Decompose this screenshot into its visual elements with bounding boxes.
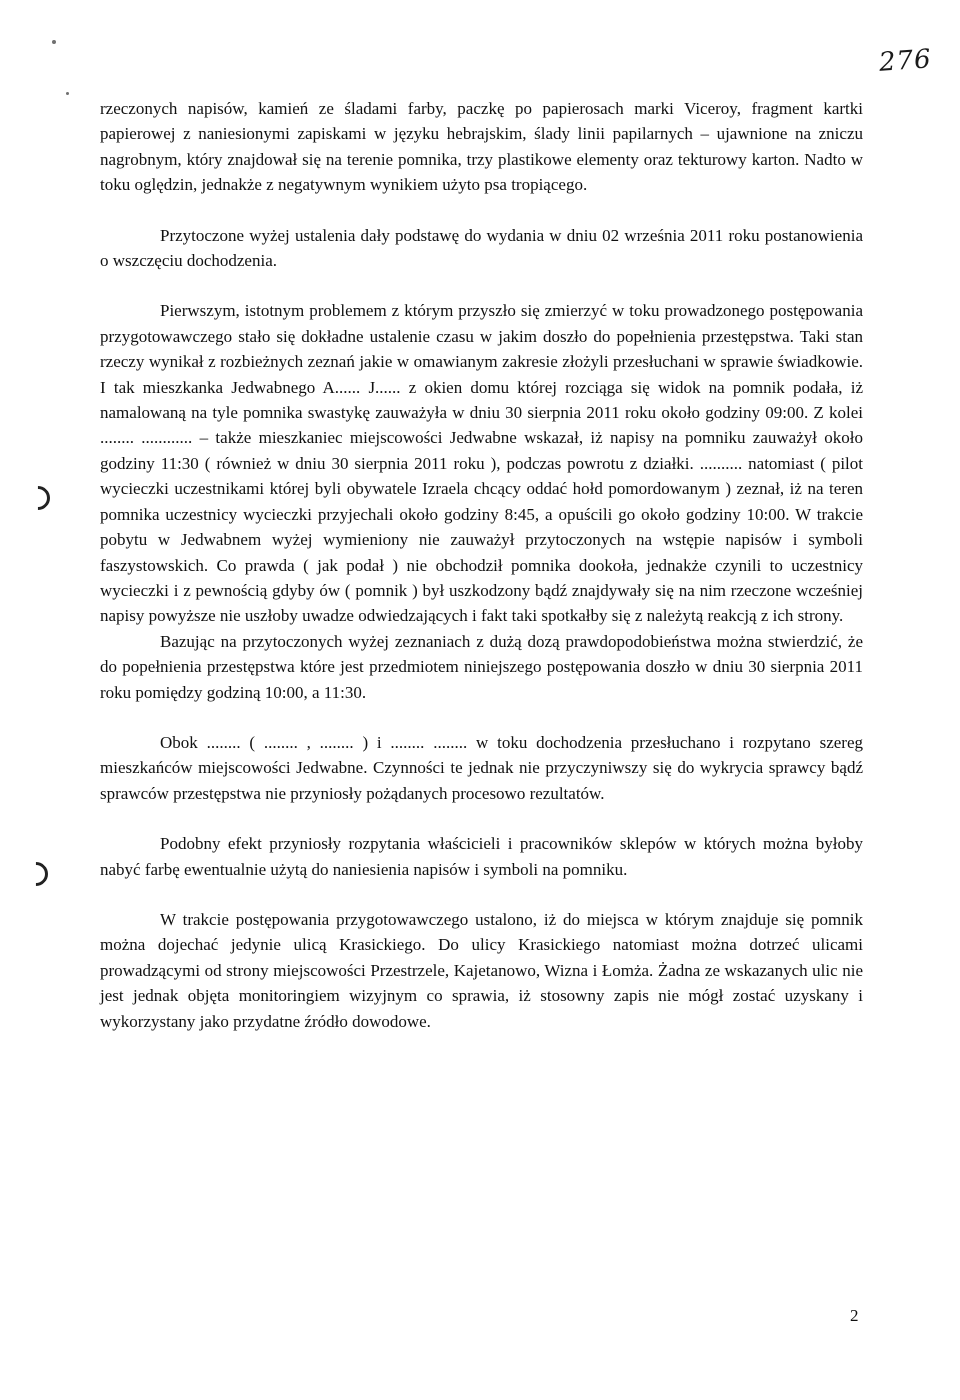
paragraph-time-problem: Pierwszym, istotnym problemem z którym przyszło się zmierzyć w toku prowadzonego postępowania przygotowawczego stało się dokładne ustalenie czasu w jakim doszło do popełnienia przestępstwa. Taki stan rzeczy wynikał z rozbieżnych zeznań jakie w omawianym zakresie złożyli przesłuchani w sprawie świadkowie. I tak mieszkanka Jedwabnego A...... J...... z okien domu której rozciąga się widok na pomnik podała, iż namalowaną na tyle pomnika swastykę zauważyła w dniu 30 sierpnia 2011 roku około godziny 09:00. Z kolei ........ ............ – także mieszkaniec miejscowości Jedwabne wskazał, iż napisy na pomniku zauważył około godziny 11:30 ( również w dniu 30 sierpnia 2011 roku ), podczas powrotu z działki. .......... natomiast ( pilot wycieczki uczestnikami której byli obywatele Izraela chcący oddać hołd pomordowanym ) zeznał, iż na teren pomnika uczestnicy wycieczki przyjechali około godziny 8:45, a opuścili go około godziny 10:00. W trakcie pobytu w Jedwabnem wyżej wymieniony nie zauważył przytoczonych na wstępie napisów i symboli faszystowskich. Co prawda ( jak podał ) nie obchodził pomnika dookoła, jednakże czynili to uczestnicy wycieczki i z pewnością gdyby ów ( pomnik ) był uszkodzony bądź znajdywały się na nim rzeczone wcześniej napisy powyższe nie uszłoby uwadze odwiedzających i fakt taki spotkałby się z należytą reakcją z ich strony. — [100, 301, 863, 626]
handwritten-page-mark: 276 — [878, 44, 933, 78]
paragraph-initiation: Przytoczone wyżej ustalenia dały podstawę do wydania w dniu 02 września 2011 roku postanowienia o wszczęciu dochodzenia. — [100, 225, 863, 271]
punch-hole-mark — [19, 857, 53, 891]
paragraph-monitoring: W trakcie postępowania przygotowawczego ustalono, iż do miejsca w którym znajduje się pomnik można dojechać jedynie ulicą Krasickiego. Do ulicy Krasickiego natomiast można dotrzeć ulicami prowadzącymi od strony miejscowości Przestrzele, Kajetanowo, Wizna i Łomża. Żadna ze wskazanych ulic nie jest jednak objęta monitoringiem wizyjnym co sprawia, iż stosowny zapis nie mógł zostać uzyskany i wykorzystany jako przydatne źródło dowodowe. — [100, 909, 863, 1031]
document-body — [100, 96, 863, 1034]
scan-artifact-dot — [52, 40, 56, 44]
paragraph-evidence: rzeczonych napisów, kamień ze śladami farby, paczkę po papierosach marki Viceroy, fragment kartki papierowej z naniesionymi zapiskami w języku hebrajskim, ślady linii papilarnych – ujawnione na zniczu nagrobnym, który znajdował się na terenie pomnika, trzy plastikowe elementy oraz tekturowy karton. Nadto w toku oględzin, jednakże z negatywnym wynikiem użyto psa tropiącego. — [100, 99, 863, 195]
paragraph-time-conclusion: Bazując na przytoczonych wyżej zeznaniach z dużą dozą prawdopodobieństwa można stwierdzić, że do popełnienia przestępstwa które jest przedmiotem niniejszego postępowania doszło w dniu 30 sierpnia 2011 roku pomiędzy godziną 10:00, a 11:30. — [100, 631, 863, 702]
paragraph-interviews: Obok ........ ( ........ , ........ ) i ........ ........ w toku dochodzenia przesłuchano i rozpytano szereg mieszkańców miejscowości Jedwabne. Czynności te jednak nie przyczyniwszy się do wykrycia sprawcy bądź sprawców przestępstwa nie przyniosły pożądanych procesowo rezultatów. — [100, 732, 863, 803]
punch-hole-mark — [21, 481, 55, 515]
scan-artifact-dot — [66, 92, 69, 95]
paragraph-shops: Podobny efekt przyniosły rozpytania właścicieli i pracowników sklepów w których można byłoby nabyć farbę ewentualnie użytą do naniesienia napisów i symboli na pomniku. — [100, 834, 863, 879]
page-number: 2 — [850, 1306, 859, 1325]
